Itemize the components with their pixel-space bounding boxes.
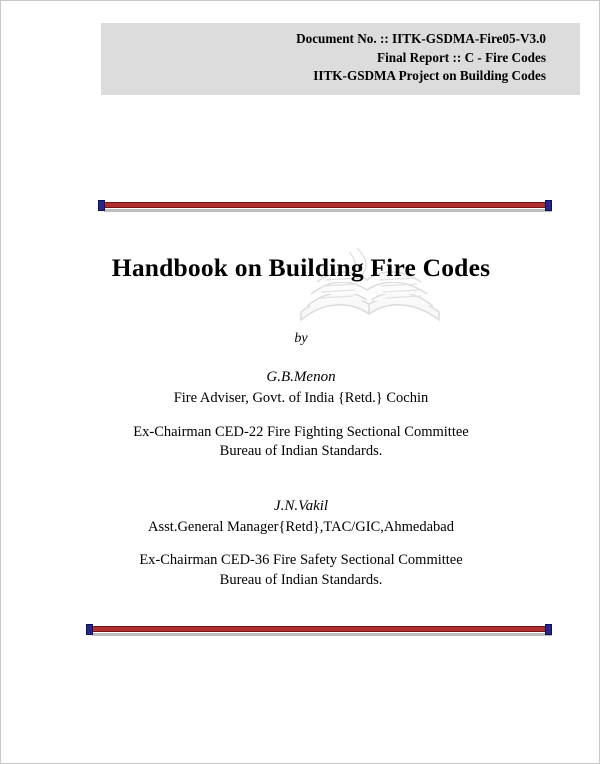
header-line-project: IITK-GSDMA Project on Building Codes: [313, 68, 546, 84]
rule-shadow: [92, 633, 552, 636]
header-line-document-no: Document No. :: IITK-GSDMA-Fire05-V3.0: [296, 31, 546, 46]
author-affiliation: [1, 551, 600, 590]
author-affiliation-line: Ex-Chairman CED-22 Fire Fighting Sectional Committee: [133, 423, 469, 440]
header-line-report: Final Report :: C - Fire Codes: [377, 49, 546, 65]
document-title: Handbook on Building Fire Codes: [111, 253, 491, 282]
rule-cap-left-icon: [98, 200, 105, 211]
rule-cap-left-icon: [86, 624, 93, 635]
author-affiliation-line: Ex-Chairman CED-36 Fire Safety Sectional Committee: [139, 552, 463, 569]
author-role: Asst.General Manager{Retd},TAC/GIC,Ahmedabad: [148, 518, 454, 535]
decorative-rule-bottom: [89, 626, 549, 635]
author-name: G.B.Menon: [266, 369, 336, 385]
rule-shadow: [104, 209, 552, 212]
rule-cap-right-icon: [545, 624, 552, 635]
author-block-2: [1, 498, 600, 591]
decorative-rule-top: [101, 202, 549, 211]
author-affiliation: [1, 423, 600, 462]
document-header-box: [101, 23, 580, 95]
author-affiliation-line: Bureau of Indian Standards.: [219, 571, 383, 588]
rule-bar: [89, 626, 549, 632]
authors-section: [1, 369, 600, 596]
rule-cap-right-icon: [545, 200, 552, 211]
open-book-watermark-icon: [291, 234, 451, 344]
author-separator: [1, 468, 600, 498]
author-block-1: [1, 369, 600, 462]
author-name: J.N.Vakil: [273, 497, 329, 514]
rule-bar: [101, 202, 549, 208]
byline-label: by: [294, 331, 308, 346]
author-affiliation-line: Bureau of Indian Standards.: [219, 443, 383, 460]
author-role: Fire Adviser, Govt. of India {Retd.} Cochin: [173, 390, 429, 406]
